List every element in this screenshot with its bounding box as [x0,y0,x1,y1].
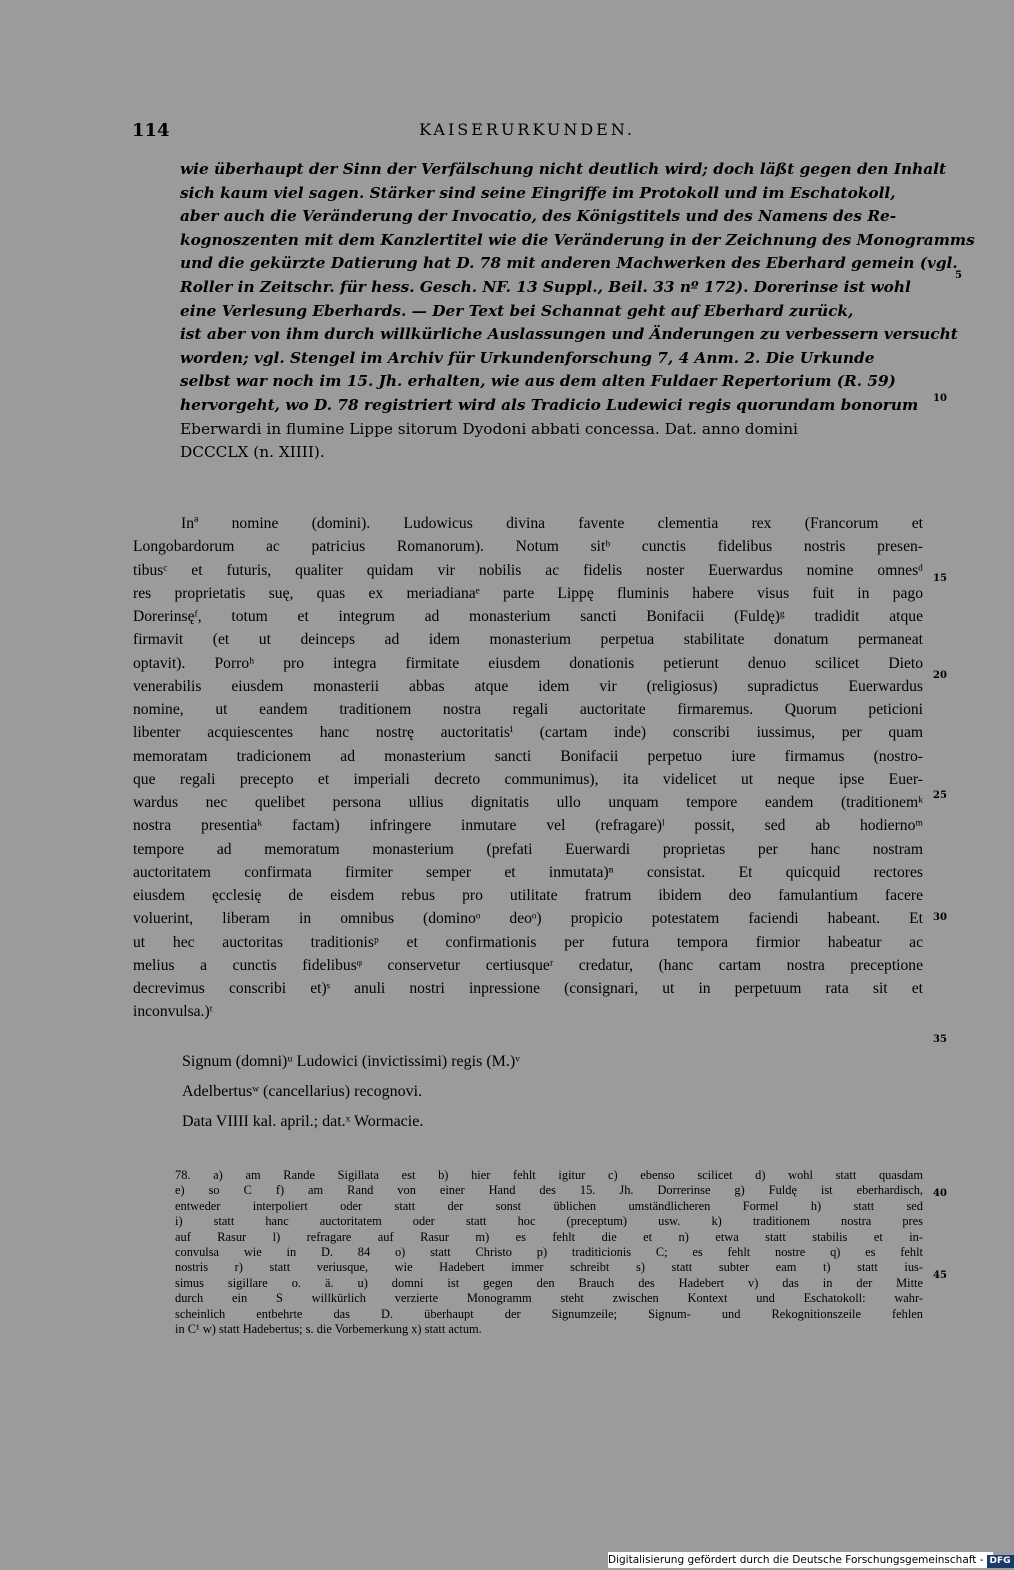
margin-line-number: 15 [933,573,947,584]
preface-line: eine Verlesung Eberhards. — Der Text bei Schannat geht auf Eberhard zurück, [180,301,854,320]
charter-line: auctoritatem confirmata firmiter semper et inmutata)ⁿ consistat. Et quicquid rectores [133,863,923,881]
footnote-line: 78. a) am Rande Sigillata est b) hier fehlt igitur c) ebenso scilicet d) wohl statt quasdam [175,1168,923,1182]
preface-line: DCCCLX (n. XIIII). [180,443,325,462]
footnote-line: convulsa wie in D. 84 o) statt Christo p) traditicionis C; es fehlt nostre q) es fehlt [175,1245,923,1260]
preface-line: Roller in Zeitschr. für hess. Gesch. NF. 13 Suppl., Beil. 33 nº 172). Dorerinse ist wohl [180,277,911,296]
charter-line: voluerint, liberam in omnibus (dominoᵒ deoᵒ) propicio potestatem faciendi habeant. Et [133,910,923,928]
footnote-line: auf Rasur l) refragare auf Rasur m) es fehlt die et n) etwa statt stabilis et in- [175,1229,923,1244]
charter-line: que regali precepto et imperiali decreto communimus), ita videlicet ut neque ipse Euer- [133,770,923,788]
charter-line: Longobardorum ac patricius Romanorum). Notum sitᵇ cunctis fidelibus nostris presen- [133,538,923,556]
footnotes [175,1168,923,1337]
margin-line-number: 35 [933,1034,947,1045]
running-title: KAISERURKUNDEN. [419,120,635,139]
margin-line-number: 45 [933,1270,947,1281]
footer-text: Digitalisierung gefördert durch die Deutsche Forschungsgemeinschaft - [608,1554,984,1566]
footnote-line: durch ein S willkürlich verzierte Monogramm steht zwischen Kontext und Eschatokoll: wahr- [175,1291,923,1306]
charter-line: wardus nec quelibet persona ullius dignitatis ullo unquam tempore eandem (traditionemᵏ [133,794,923,811]
dfg-logo: DFG [987,1555,1014,1568]
page-header [132,120,922,142]
footnote-line: in C¹ w) statt Hadebertus; s. die Vorbemerkung x) statt actum. [175,1322,482,1337]
margin-line-number: 25 [933,790,947,801]
preface-line: Eberwardi in flumine Lippe sitorum Dyodoni abbati concessa. Dat. anno domini [180,419,798,438]
charter-line: eiusdem ęcclesię de eisdem rebus pro utilitate fratrum ibidem deo famulantium facere [133,887,923,904]
footnote-line: nostris r) statt veriusque, wie Hadebert immer schreibt s) statt subter eam t) statt ius- [175,1260,923,1275]
footnote-line: e) so C f) am Rand von einer Hand des 15. Jh. Dorrerinse g) Fuldę ist eberhardisch, [175,1183,923,1198]
dating-line: Data VIIII kal. april.; dat.ˣ Wormacie. [182,1113,424,1130]
margin-line-number: 40 [933,1188,947,1199]
charter-line: nostra presentiaᵏ factam) infringere inmutare vel (refragare)ˡ possit, sed ab hodiernoᵐ [133,817,923,835]
digitization-footer [608,1552,1011,1568]
footnote-line: simus sigillare o. ä. u) domni ist gegen den Brauch des Hadebert v) das in der Mitte [175,1275,923,1290]
preface-line: und die gekürzte Datierung hat D. 78 mit anderen Machwerken des Eberhard gemein (vgl. [180,254,958,273]
footnote-line: entweder interpoliert oder statt der sonst üblichen umständlicheren Formel h) statt sed [175,1198,923,1213]
charter-line: decrevimus conscribi et)ˢ anuli nostri inpressione (consignari, ut in perpetuum rata sit et [133,980,923,997]
charter-line: tibusᶜ et futuris, qualiter quidam vir nobilis ac fidelis noster Euerwardus nomine omnesᵈ [133,561,923,579]
charter-line: ut hec auctoritas traditionisᵖ et confirmationis per futura tempora firmior habeatur ac [133,933,923,951]
margin-line-number: 10 [933,393,947,404]
charter-line: melius a cunctis fidelibusᵠ conservetur certiusqueʳ credatur, (hanc cartam nostra preceptione [133,956,923,974]
preface-line: ist aber von ihm durch willkürliche Auslassungen und Änderungen zu verbessern versucht [180,325,958,344]
preface-line: aber auch die Veränderung der Invocatio, des Königstitels und des Namens des Re- [180,207,897,226]
charter-line: firmavit (et ut deinceps ad idem monasterium perpetua stabilitate donatum permaneat [133,631,923,649]
preface-line: sich kaum viel sagen. Stärker sind seine Eingriffe im Protokoll und im Eschatokoll, [180,183,896,202]
preface-line: kognoszenten mit dem Kanzlertitel wie die Veränderung in der Zeichnung des Monogramms [180,230,975,249]
charter-line: nomine, ut eandem traditionem nostra regali auctoritate firmaremus. Quorum peticioni [133,701,923,718]
preface-line: selbst war noch im 15. Jh. erhalten, wie aus dem alten Fuldaer Repertorium (R. 59) [180,372,896,391]
charter-line: venerabilis eiusdem monasterii abbas atque idem vir (religiosus) supradictus Euerwardus [133,677,923,695]
charter-line: Dorerinsęᶠ, totum et integrum ad monasterium sancti Bonifacii (Fuldę)ᵍ tradidit atque [133,608,923,625]
page-number: 114 [132,120,170,141]
margin-line-number: 30 [933,912,947,923]
preface-line: worden; vgl. Stengel im Archiv für Urkundenforschung 7, 4 Anm. 2. Die Urkunde [180,348,875,367]
margin-line-number: 20 [933,670,947,681]
charter-line: optavit). Porroʰ pro integra firmitate eiusdem donationis petierunt denuo scilicet Dieto [133,654,923,672]
signum-line: Signum (domni)ᵘ Ludowici (invictissimi) regis (M.)ᵛ [182,1053,520,1070]
preface-line: hervorgeht, wo D. 78 registriert wird als Tradicio Ludewici regis quorundam bonorum [180,395,919,414]
charter-line: Inª nomine (domini). Ludowicus divina favente clementia rex (Francorum et [181,515,923,532]
footnote-line: i) statt hanc auctoritatem oder statt hoc (preceptum) usw. k) traditionem nostra pres [175,1214,923,1229]
charter-line: tempore ad memoratum monasterium (prefati Euerwardi proprietas per hanc nostram [133,840,923,858]
margin-line-number: 5 [955,270,962,281]
charter-line: inconvulsa.)ᵗ [133,1003,213,1021]
charter-line: memoratam tradicionem ad monasterium sancti Bonifacii perpetuo iure firmamus (nostro- [133,747,923,765]
charter-line: libenter acquiescentes hanc nostrę auctoritatisⁱ (cartam inde) conscribi iussimus, per quam [133,724,923,742]
charter-line: res proprietatis suę, quas ex meriadianaᵉ parte Lippę fluminis habere visus fuit in pago [133,584,923,602]
footnote-line: scheinlich entbehrte das D. überhaupt der Signumzeile; Signum- und Rekognitionszeile fehlen [175,1306,923,1321]
preface-line: wie überhaupt der Sinn der Verfälschung nicht deutlich wird; doch läßt gegen den Inhalt [180,160,947,178]
recognition-line: Adelbertusʷ (cancellarius) recognovi. [182,1083,423,1100]
charter-text [133,512,923,1024]
